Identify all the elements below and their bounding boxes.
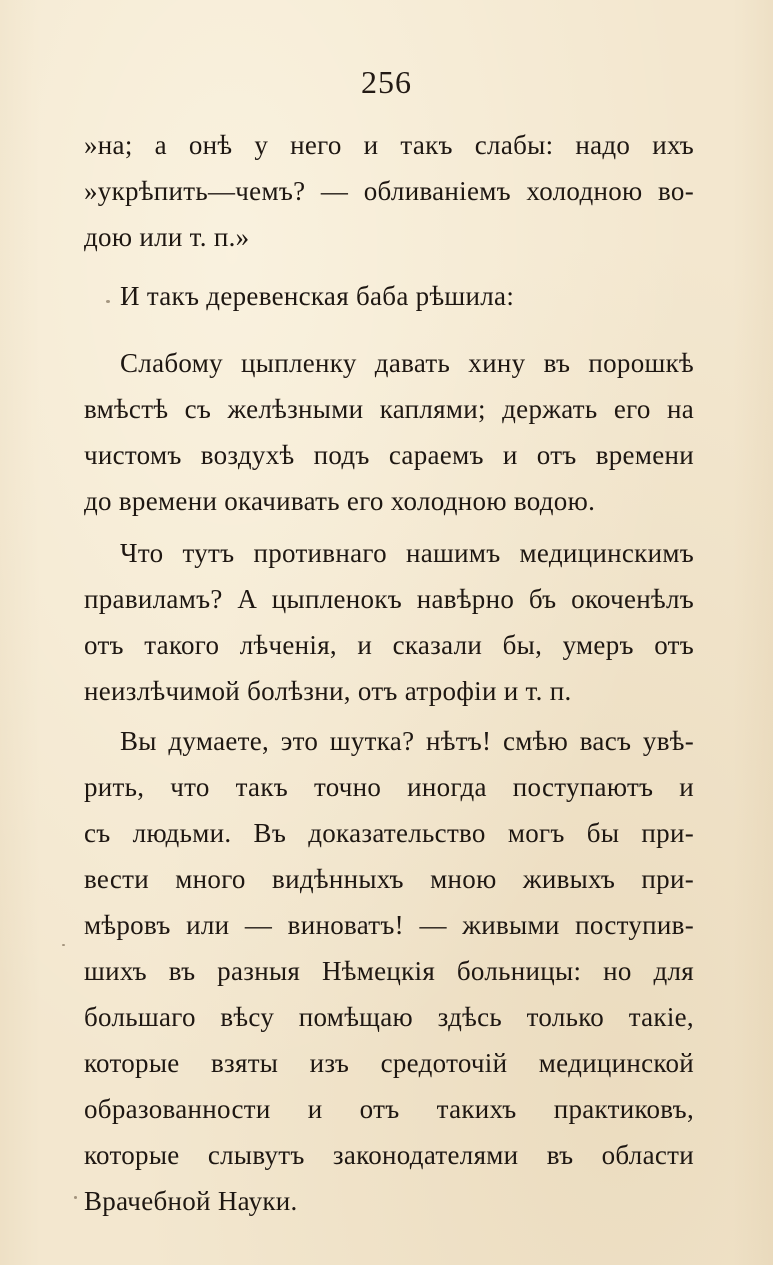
paragraph-treatment [84,340,694,524]
text-line: которые взяты изъ средоточій медицинской [84,1048,694,1078]
paragraph-quote-end [84,122,694,260]
text-line: до времени окачивать его холодною водою. [84,486,596,516]
text-line: »на; а онѣ у него и такъ слабы: надо ихъ [84,130,694,160]
ink-speck [106,300,110,303]
text-line: шихъ въ разныя Нѣмецкія больницы: но для [84,956,694,986]
paragraph-question [84,530,694,714]
text-line: вести много видѣнныхъ мною живыхъ при- [84,864,694,894]
text-line: съ людьми. Въ доказательство могъ бы при- [84,818,694,848]
text-line: большаго вѣсу помѣщаю здѣсь только такіе, [84,1002,694,1032]
text-line: отъ такого лѣченія, и сказали бы, умеръ отъ [84,630,694,660]
ink-speck [74,1196,77,1199]
paragraph-assurance [84,718,694,1224]
text-line: чистомъ воздухѣ подъ сараемъ и отъ времени [84,440,694,470]
ink-speck [62,944,65,946]
text-line: »укрѣпить—чемъ? — обливаніемъ холодною во- [84,176,694,206]
text-line: Вы думаете, это шутка? нѣтъ! смѣю васъ увѣ- [120,726,694,756]
text-line: Слабому цыпленку давать хину въ порошкѣ [120,348,694,378]
text-line: мѣровъ или — виноватъ! — живыми поступив- [84,910,694,940]
text-line: Что тутъ противнаго нашимъ медицинскимъ [120,538,694,568]
text-line: дою или т. п.» [84,222,250,252]
text-line: рить, что такъ точно иногда поступаютъ и [84,772,694,802]
text-line: И такъ деревенская баба рѣшила: [120,281,515,311]
page-number: 256 [361,64,412,100]
text-line: образованности и отъ такихъ практиковъ, [84,1094,694,1124]
text-line: Врачебной Науки. [84,1186,298,1216]
text-line: неизлѣчимой болѣзни, отъ атрофіи и т. п. [84,676,572,706]
paragraph-conclusion [84,273,694,319]
text-line: вмѣстѣ съ желѣзными каплями; держать его на [84,394,694,424]
text-line: правиламъ? А цыпленокъ навѣрно бъ окоченѣлъ [84,584,694,614]
text-line: которые слывутъ законодателями въ области [84,1140,694,1170]
